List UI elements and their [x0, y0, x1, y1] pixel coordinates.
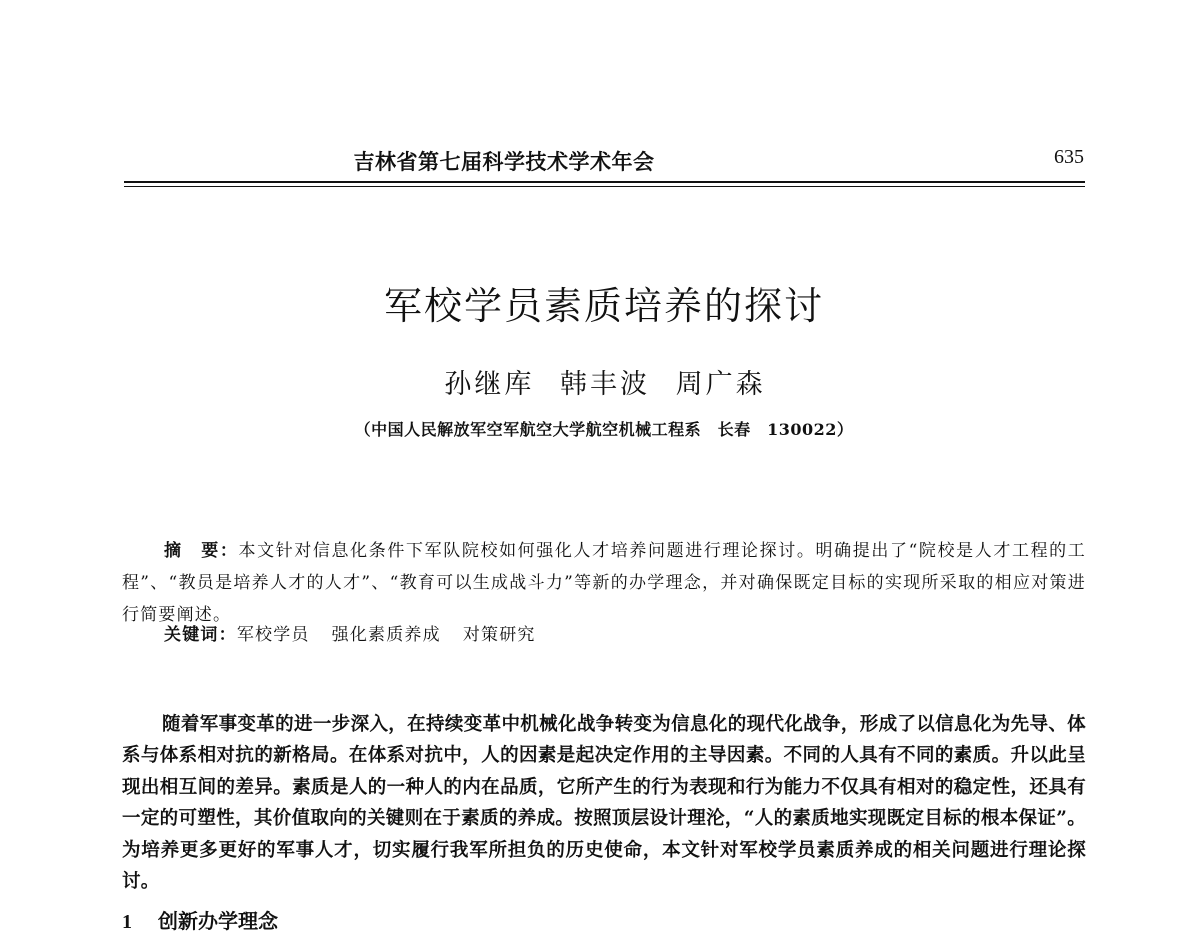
header-rule-thin [124, 186, 1085, 187]
abstract-label: 摘 要： [164, 541, 239, 561]
paper-title: 军校学员素质培养的探讨 [383, 284, 824, 329]
abstract-text: 本文针对信息化条件下军队院校如何强化人才培养问题进行理论探讨。明确提出了“院校是人才工程的工程”、“教员是培养人才的人才”、“教育可以生成战斗力”等新的办学理念，并对确保既定目标的实现所采取的相应对策进行简要阐述。 [122, 541, 1086, 625]
section-heading [122, 905, 278, 934]
keyword: 对策研究 [462, 625, 536, 645]
header-rule-thick [124, 181, 1085, 183]
keyword: 军校学员 [236, 625, 310, 645]
keyword: 强化素质养成 [331, 625, 441, 645]
running-title: 吉林省第七届科学技术学术年会 [353, 149, 655, 174]
author-name: 韩丰波 [560, 369, 650, 400]
abstract [122, 535, 1086, 631]
keywords [164, 620, 1084, 645]
author-name: 周广森 [675, 369, 766, 400]
body-paragraph: 随着军事变革的进一步深入，在持续变革中机械化战争转变为信息化的现代化战争，形成了以信息化为先导、体系与体系相对抗的新格局。在体系对抗中，人的因素是起决定作用的主导因素。不同的人具有不同的素质。升以此呈现出相互间的差异。素质是人的一种人的内在品质，它所产生的行为表现和行为能力不仅具有相对的稳定性，还具有一定的可塑性，其价值取向的关键则在于素质的养成。按照顶层设计理沦，“人的素质地实现既定目标的根本保证”。为培养更多更好的军事人才，切实履行我军所担负的历史使命，本文针对军校学员素质养成的相关问题进行理论探讨。 [122, 713, 1086, 892]
section-number: 1 [122, 911, 132, 933]
page-number: 635 [1054, 146, 1084, 168]
section-title: 创新办学理念 [158, 909, 278, 933]
author-name: 孙继库 [444, 369, 535, 400]
keywords-label: 关键词： [164, 625, 237, 645]
author-list [0, 362, 1200, 401]
running-header [124, 144, 1084, 180]
affiliation: （中国人民解放军空军航空大学航空机械工程系 长春 130022） [354, 420, 854, 439]
